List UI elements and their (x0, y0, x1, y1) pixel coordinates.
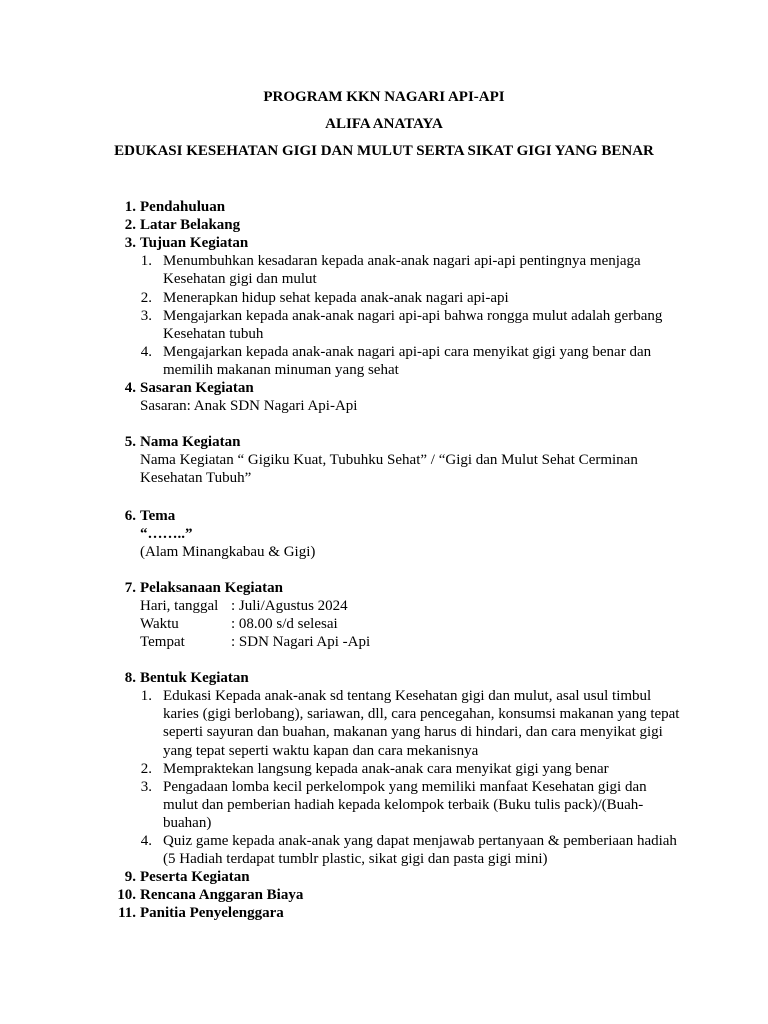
section-number: 4. (124, 380, 136, 396)
tema-detail: (Alam Minangkabau & Gigi) (140, 544, 316, 560)
program-title: PROGRAM KKN NAGARI API-API (263, 89, 505, 105)
nama-kegiatan-detail: Nama Kegiatan “ Gigiku Kuat, Tubuhku Sehat” / “Gigi dan Mulut Sehat Cerminan Kesehatan Tubuh” (140, 452, 638, 486)
list-item: Menumbuhkan kesadaran kepada anak-anak nagari api-api pentingnya menjaga Kesehatan gigi dan mulut (163, 253, 641, 288)
section-heading-sasaran: Sasaran Kegiatan (140, 380, 254, 396)
list-item: Pengadaan lomba kecil perkelompok yang memiliki manfaat Kesehatan gigi dan mulut dan pemberian hadiah kepada kelompok terbaik (Buku tulis pack)/(Buah-buahan) (163, 779, 647, 832)
field-label-time: Waktu (140, 616, 179, 632)
sasaran-detail: Sasaran: Anak SDN Nagari Api-Api (140, 398, 358, 414)
section-heading-latar-belakang: Latar Belakang (140, 217, 241, 233)
list-item-number: 1. (140, 688, 152, 704)
section-number: 5. (124, 434, 136, 450)
section-number: 9. (124, 869, 136, 885)
section-number: 7. (124, 580, 136, 596)
section-number: 11. (118, 905, 136, 921)
field-value-place: : SDN Nagari Api -Api (231, 634, 371, 650)
section-heading-tema: Tema (140, 508, 176, 524)
list-item: Menerapkan hidup sehat kepada anak-anak nagari api-api (163, 290, 509, 306)
list-item: Mempraktekan langsung kepada anak-anak cara menyikat gigi yang benar (163, 761, 609, 777)
section-heading-pelaksanaan: Pelaksanaan Kegiatan (140, 580, 283, 596)
author-name: ALIFA ANATAYA (325, 116, 443, 132)
list-item: Mengajarkan kepada anak-anak nagari api-api cara menyikat gigi yang benar dan memilih makanan minuman yang sehat (163, 344, 652, 379)
list-item: Edukasi Kepada anak-anak sd tentang Kesehatan gigi dan mulut, asal usul timbul karies (gigi berlobang), sariawan, dll, cara pencegahan, konsumsi makanan yang tepat seperti sayuran dan buahan, makanan yang harus di hindari, dan cara menyikat gigi yang tepat seperti waktu kapan dan cara mekanisnya (163, 688, 680, 759)
tema-quote: “……..” (140, 526, 193, 542)
list-item-number: 3. (140, 779, 152, 795)
section-number: 8. (124, 670, 136, 686)
list-item-number: 2. (140, 290, 152, 306)
list-item: Mengajarkan kepada anak-anak nagari api-api bahwa rongga mulut adalah gerbang Kesehatan tubuh (163, 308, 663, 343)
list-item-number: 4. (140, 344, 152, 360)
section-heading-nama-kegiatan: Nama Kegiatan (140, 434, 241, 450)
section-heading-anggaran: Rencana Anggaran Biaya (140, 887, 304, 903)
field-label-place: Tempat (140, 634, 185, 650)
section-heading-peserta: Peserta Kegiatan (140, 869, 250, 885)
section-number: 3. (124, 235, 136, 251)
section-heading-pendahuluan: Pendahuluan (140, 199, 226, 215)
section-number: 6. (124, 508, 136, 524)
field-label-date: Hari, tanggal (140, 598, 219, 614)
field-value-time: : 08.00 s/d selesai (231, 616, 338, 632)
section-number: 1. (124, 199, 136, 215)
section-heading-tujuan: Tujuan Kegiatan (140, 235, 249, 251)
section-number: 10. (117, 887, 136, 903)
list-item-number: 1. (140, 253, 152, 269)
list-item-number: 4. (140, 833, 152, 849)
list-item: Quiz game kepada anak-anak yang dapat menjawab pertanyaan & pemberiaan hadiah (5 Hadiah terdapat tumblr plastic, sikat gigi dan pasta gigi mini) (163, 833, 677, 868)
section-heading-bentuk: Bentuk Kegiatan (140, 670, 249, 686)
document-title: EDUKASI KESEHATAN GIGI DAN MULUT SERTA SIKAT GIGI YANG BENAR (114, 143, 654, 159)
section-number: 2. (124, 217, 136, 233)
list-item-number: 2. (140, 761, 152, 777)
list-item-number: 3. (140, 308, 152, 324)
field-value-date: : Juli/Agustus 2024 (231, 598, 348, 614)
section-heading-panitia: Panitia Penyelenggara (140, 905, 284, 921)
